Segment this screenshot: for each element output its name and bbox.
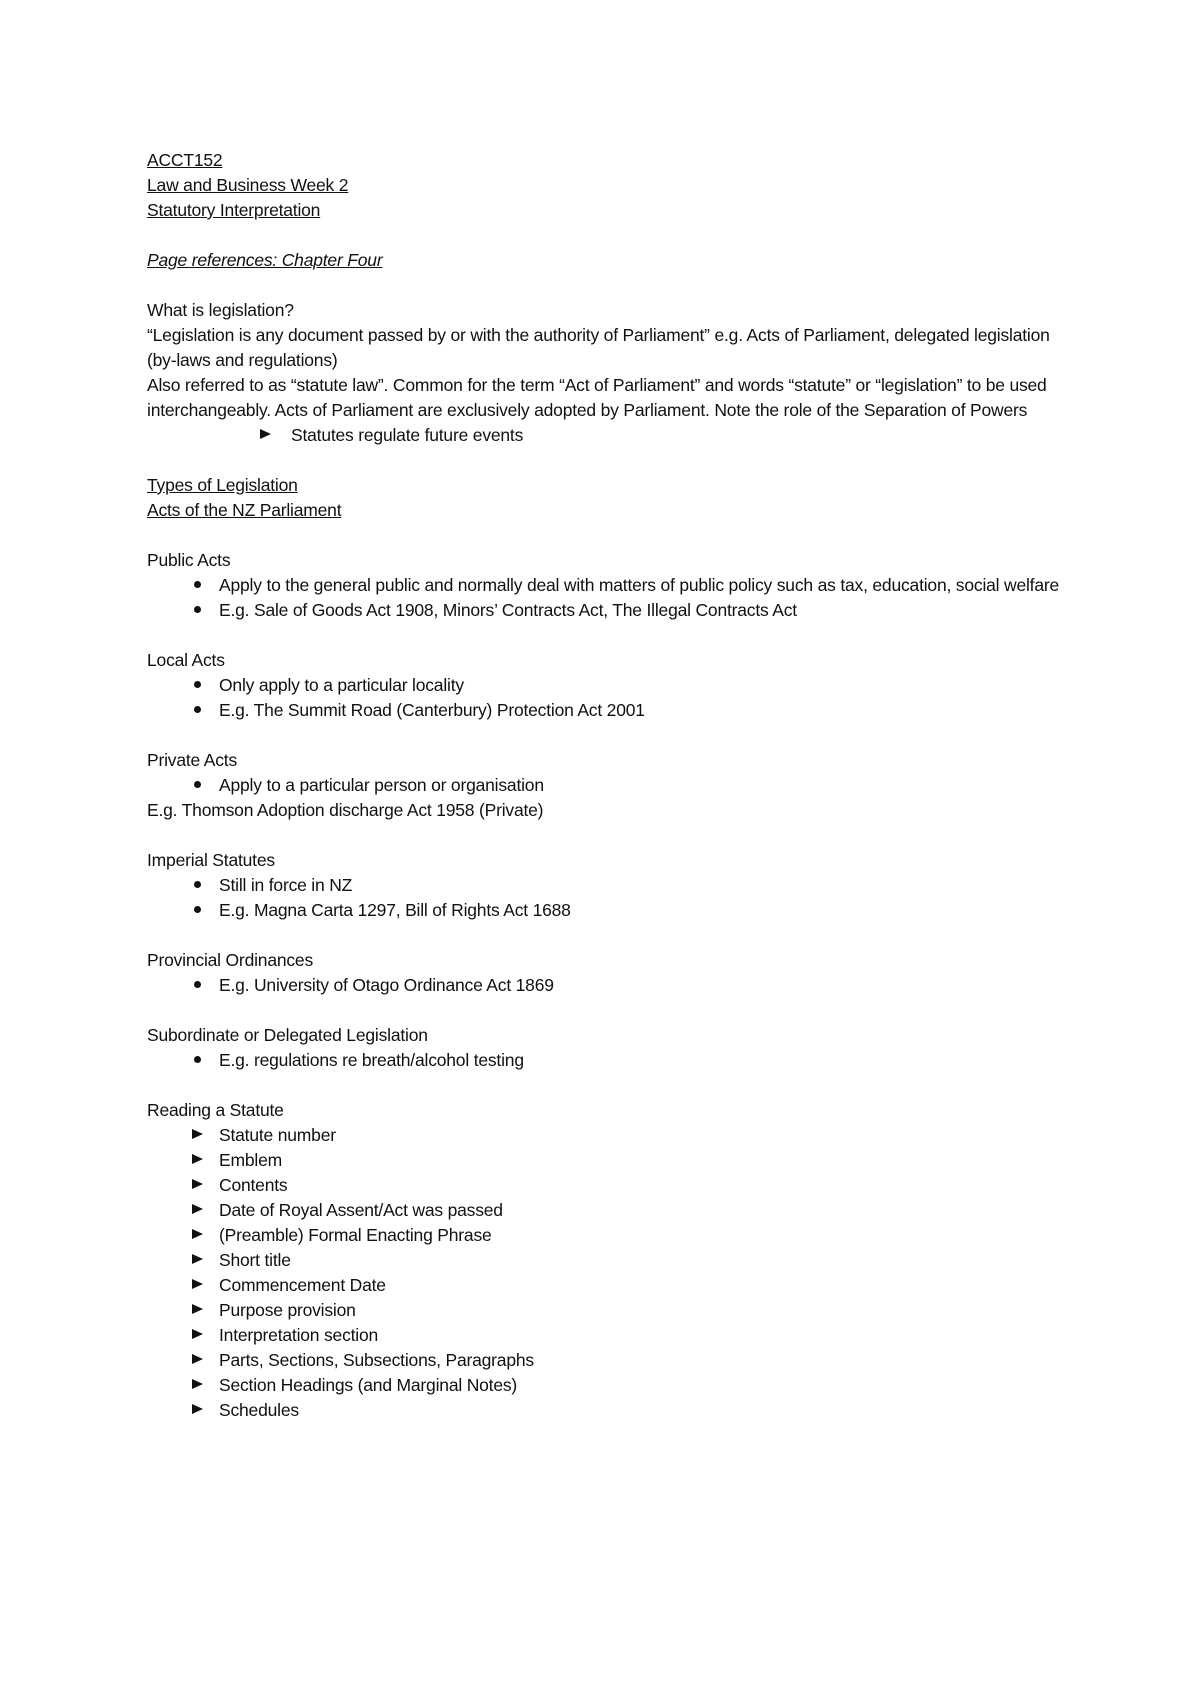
arrow-bullet-icon [187, 1173, 207, 1198]
arrow-bullet-icon [187, 1323, 207, 1348]
list-item [147, 1048, 1077, 1073]
arrow-bullet-icon [187, 1348, 207, 1373]
list-item-text: Interpretation section [219, 1325, 379, 1345]
list-item-text: Schedules [219, 1400, 299, 1420]
list-item [147, 973, 1077, 998]
page-references: Page references: Chapter Four [147, 250, 383, 270]
list-item-text: Contents [219, 1175, 288, 1195]
list-item [147, 1323, 1077, 1348]
arrow-bullet-icon [187, 1398, 207, 1423]
arrow-bullet-icon [187, 1198, 207, 1223]
arrow-bullet-icon [187, 1248, 207, 1273]
list-item [147, 673, 1077, 698]
list-item [147, 1373, 1077, 1398]
bullet-icon [187, 773, 207, 798]
arrow-bullet-icon [187, 1373, 207, 1398]
public-acts-heading: Public Acts [147, 550, 231, 570]
intro-heading: What is legislation? [147, 300, 294, 320]
private-acts-example: E.g. Thomson Adoption discharge Act 1958 (Private) [147, 800, 544, 820]
document-page [147, 148, 1077, 1423]
bullet-icon [187, 673, 207, 698]
private-acts-heading: Private Acts [147, 750, 237, 770]
list-item-text: (Preamble) Formal Enacting Phrase [219, 1225, 492, 1245]
arrow-bullet-icon [187, 1273, 207, 1298]
week-title: Law and Business Week 2 [147, 175, 349, 195]
course-code: ACCT152 [147, 150, 223, 170]
list-item-text: Still in force in NZ [219, 875, 353, 895]
list-item-text: Apply to a particular person or organisation [219, 775, 544, 795]
list-item [147, 773, 1077, 798]
subordinate-list [147, 1048, 1077, 1073]
bullet-icon [187, 1048, 207, 1073]
list-item [147, 1198, 1077, 1223]
public-acts-list [147, 573, 1077, 623]
subordinate-heading: Subordinate or Delegated Legislation [147, 1025, 428, 1045]
arrow-bullet-icon [187, 1148, 207, 1173]
list-item [147, 598, 1077, 623]
list-item-text: Section Headings (and Marginal Notes) [219, 1375, 518, 1395]
imperial-statutes-heading: Imperial Statutes [147, 850, 275, 870]
list-item [147, 423, 1077, 448]
arrow-bullet-icon [187, 1298, 207, 1323]
list-item [147, 1398, 1077, 1423]
reading-statute-heading: Reading a Statute [147, 1100, 284, 1120]
list-item [147, 573, 1077, 598]
arrow-bullet-icon [187, 1123, 207, 1148]
bullet-icon [187, 873, 207, 898]
list-item-text: E.g. Sale of Goods Act 1908, Minors’ Contracts Act, The Illegal Contracts Act [219, 600, 797, 620]
list-item-text: Statute number [219, 1125, 336, 1145]
list-item [147, 1273, 1077, 1298]
list-item-text: Apply to the general public and normally deal with matters of public policy such as tax, education, social welfare [219, 575, 1060, 595]
list-item [147, 1173, 1077, 1198]
list-item-text: E.g. The Summit Road (Canterbury) Protection Act 2001 [219, 700, 645, 720]
imperial-statutes-list [147, 873, 1077, 923]
bullet-icon [187, 573, 207, 598]
intro-point: Statutes regulate future events [291, 425, 524, 445]
bullet-icon [187, 898, 207, 923]
list-item-text: Only apply to a particular locality [219, 675, 464, 695]
types-heading: Types of Legislation [147, 475, 298, 495]
list-item [147, 1223, 1077, 1248]
list-item-text: Purpose provision [219, 1300, 356, 1320]
list-item-text: Parts, Sections, Subsections, Paragraphs [219, 1350, 534, 1370]
list-item-text: E.g. regulations re breath/alcohol testing [219, 1050, 524, 1070]
bullet-icon [187, 598, 207, 623]
intro-point-list [147, 423, 1077, 448]
list-item-text: Short title [219, 1250, 291, 1270]
bullet-icon [187, 973, 207, 998]
arrow-bullet-icon [255, 423, 275, 448]
list-item-text: Commencement Date [219, 1275, 386, 1295]
provincial-ordinances-list [147, 973, 1077, 998]
types-subheading: Acts of the NZ Parliament [147, 500, 342, 520]
list-item-text: Date of Royal Assent/Act was passed [219, 1200, 503, 1220]
list-item [147, 698, 1077, 723]
list-item-text: E.g. Magna Carta 1297, Bill of Rights Act 1688 [219, 900, 571, 920]
reading-statute-list [147, 1123, 1077, 1423]
intro-paragraph-1: “Legislation is any document passed by or with the authority of Parliament” e.g. Acts of Parliament, delegated legislation (by-laws and regulations) [147, 325, 1050, 370]
list-item [147, 1148, 1077, 1173]
bullet-icon [187, 698, 207, 723]
list-item [147, 1123, 1077, 1148]
local-acts-heading: Local Acts [147, 650, 225, 670]
list-item [147, 898, 1077, 923]
private-acts-list [147, 773, 1077, 798]
list-item [147, 873, 1077, 898]
provincial-ordinances-heading: Provincial Ordinances [147, 950, 314, 970]
list-item-text: E.g. University of Otago Ordinance Act 1869 [219, 975, 554, 995]
list-item [147, 1248, 1077, 1273]
list-item [147, 1348, 1077, 1373]
arrow-bullet-icon [187, 1223, 207, 1248]
list-item-text: Emblem [219, 1150, 282, 1170]
topic-title: Statutory Interpretation [147, 200, 321, 220]
local-acts-list [147, 673, 1077, 723]
list-item [147, 1298, 1077, 1323]
intro-paragraph-2: Also referred to as “statute law”. Common for the term “Act of Parliament” and words “statute” or “legislation” to be used interchangeably. Acts of Parliament are exclusively adopted by Parliament. Note the role of the Separation of Powers [147, 375, 1047, 420]
